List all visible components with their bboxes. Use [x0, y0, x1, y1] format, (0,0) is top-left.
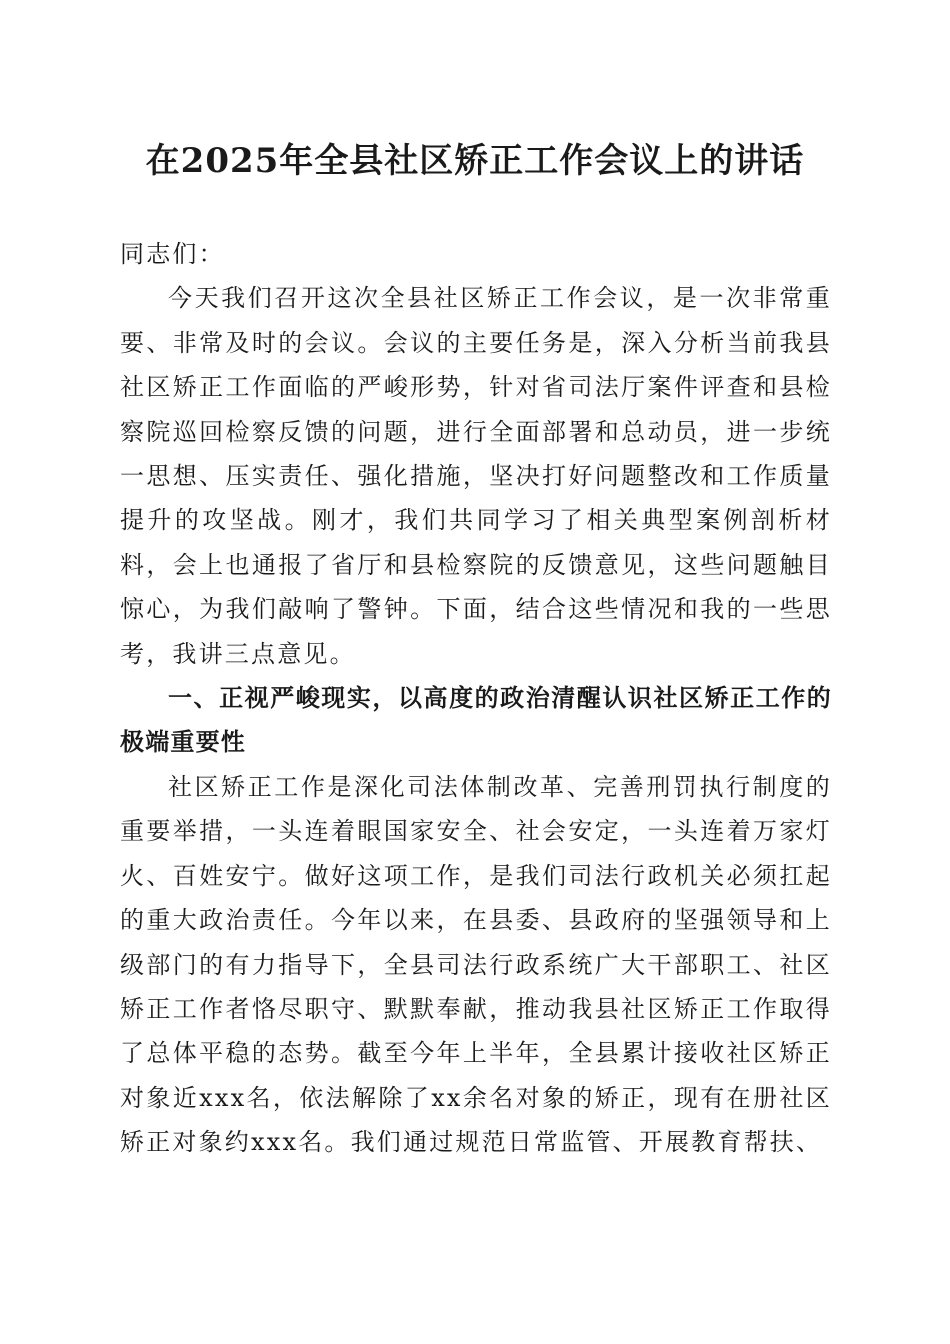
document-title: 在2025年全县社区矫正工作会议上的讲话	[145, 141, 805, 181]
section-1-paragraph: 社区矫正工作是深化司法体制改革、完善刑罚执行制度的重要举措，一头连着眼国家安全、社会安定，一头连着万家灯火、百姓安宁。做好这项工作，是我们司法行政机关必须扛起的重大政治责任。今年以来，在县委、县政府的坚强领导和上级部门的有力指导下，全县司法行政系统广大干部职工、社区矫正工作者恪尽职守、默默奉献，推动我县社区矫正工作取得了总体平稳的态势。截至今年上半年，全县累计接收社区矫正对象近xxx名，依法解除了xx余名对象的矫正，现有在册社区矫正对象约xxx名。我们通过规范日常监管、开展教育帮扶、	[120, 772, 832, 1157]
document-body	[120, 232, 832, 1165]
intro-paragraph: 今天我们召开这次全县社区矫正工作会议，是一次非常重要、非常及时的会议。会议的主要任务是，深入分析当前我县社区矫正工作面临的严峻形势，针对省司法厅案件评查和县检察院巡回检察反馈的问题，进行全面部署和总动员，进一步统一思想、压实责任、强化措施，坚决打好问题整改和工作质量提升的攻坚战。刚才，我们共同学习了相关典型案例剖析材料，会上也通报了省厅和县检察院的反馈意见，这些问题触目惊心，为我们敲响了警钟。下面，结合这些情况和我的一些思考，我讲三点意见。	[120, 284, 832, 668]
section-1-heading: 一、正视严峻现实，以高度的政治清醒认识社区矫正工作的极端重要性	[120, 684, 832, 757]
salutation: 同志们：	[120, 240, 225, 268]
